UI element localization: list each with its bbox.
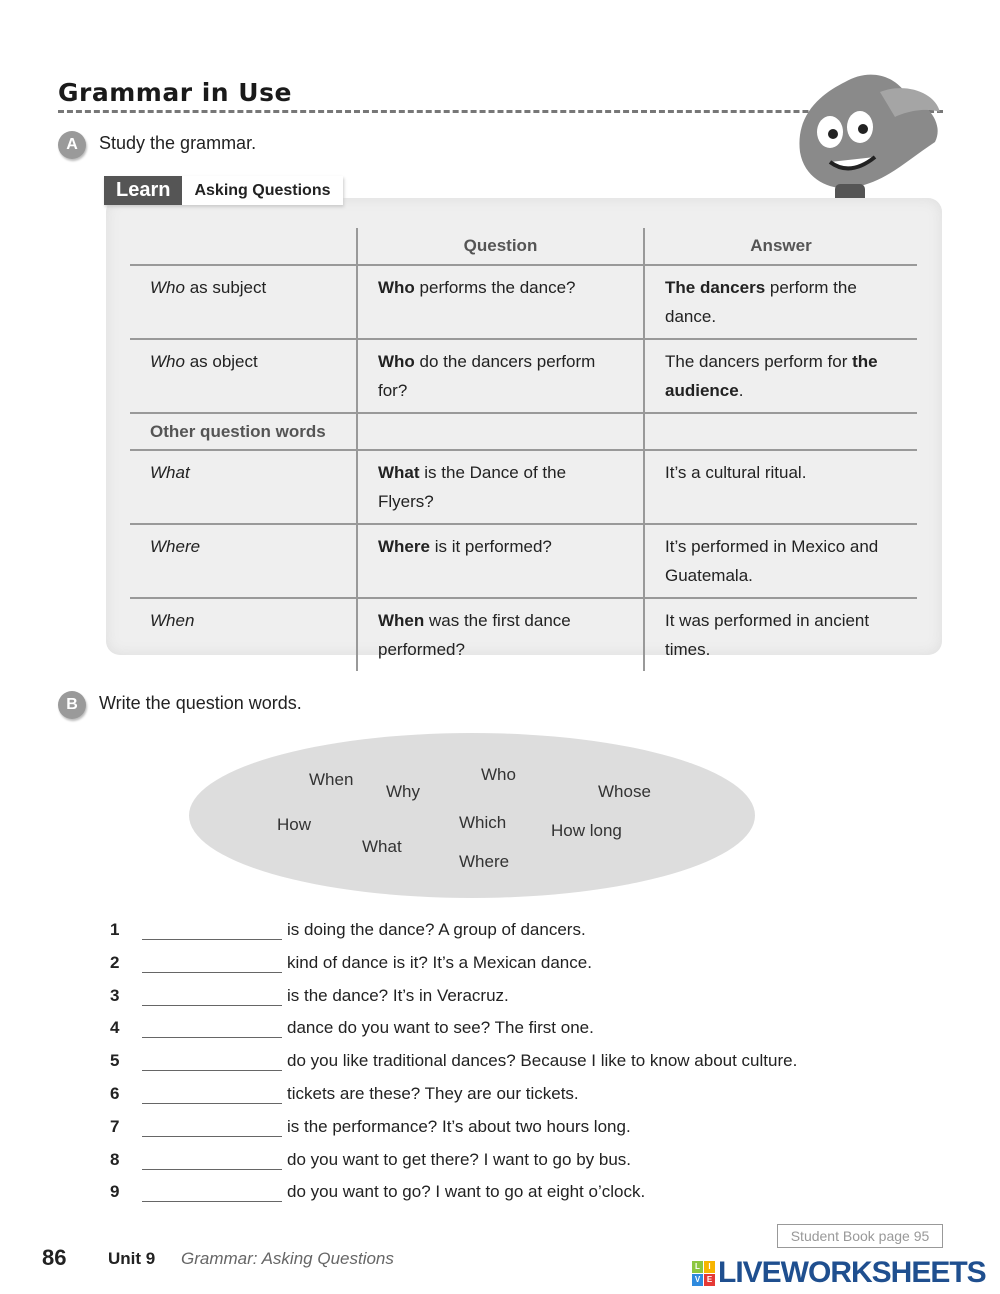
item-number: 9: [110, 1182, 120, 1202]
answer-blank-input[interactable]: [142, 1147, 282, 1170]
question-text: performs the dance?: [414, 278, 576, 297]
question-cell: [357, 339, 644, 413]
question-text: is the Dance of the Flyers?: [378, 463, 567, 511]
word-bank-item: Where: [459, 852, 510, 871]
row-label-em: When: [150, 611, 195, 630]
answer-cell: [644, 265, 917, 339]
answer-text: It’s a cultural ritual.: [665, 463, 807, 482]
table-header-row: [130, 228, 917, 265]
item-number: 4: [110, 1018, 120, 1038]
word-bank-item: Which: [459, 813, 507, 832]
question-word: Who: [378, 278, 415, 297]
page-title: Grammar in Use: [58, 78, 292, 107]
word-bank-item: When: [309, 770, 354, 789]
row-label-em: Where: [150, 537, 201, 556]
row-label-rest: as object: [184, 352, 258, 371]
table-row: [130, 598, 917, 671]
section-b-badge: B: [58, 691, 86, 719]
word-bank-item: Whose: [598, 782, 651, 801]
table-row: [130, 524, 917, 598]
unit-label: Unit 9: [108, 1249, 156, 1268]
item-number: 6: [110, 1084, 120, 1103]
header-question: Question: [357, 228, 644, 265]
answer-text: perform the dance.: [665, 278, 857, 326]
liveworksheets-logo-icon: [692, 1261, 715, 1286]
exercise-item: [110, 982, 509, 1006]
row-label: [130, 598, 357, 671]
question-text: is it performed?: [429, 537, 552, 556]
question-word: When: [378, 611, 425, 630]
item-number: 8: [110, 1149, 120, 1169]
header-answer: Answer: [644, 228, 917, 265]
section-b-instruction: Write the question words.: [99, 693, 302, 713]
row-label-em: Who: [150, 352, 185, 371]
exercise-item: [110, 916, 586, 940]
answer-blank-input[interactable]: [142, 1179, 282, 1202]
answer-blank-input[interactable]: [142, 950, 282, 973]
answer-bold: The dancers: [665, 278, 766, 297]
item-text: dance do you want to see? The first one.: [287, 1018, 594, 1038]
word-bank-item: What: [362, 837, 402, 856]
item-number: 3: [110, 985, 120, 1005]
word-bank-item: How: [277, 815, 312, 834]
learn-topic: Asking Questions: [182, 176, 342, 205]
row-label: [130, 524, 357, 598]
row-label: [130, 450, 357, 524]
question-word: What: [378, 463, 420, 482]
logo-letter: L: [692, 1261, 703, 1273]
exercise-item: [110, 1146, 631, 1170]
word-bank-item: Who: [481, 765, 516, 784]
row-label-rest: as subject: [184, 278, 267, 297]
learn-label: Learn: [104, 176, 182, 205]
logo-letter: V: [692, 1274, 703, 1286]
item-number: 7: [110, 1116, 120, 1136]
answer-blank-input[interactable]: [142, 1114, 282, 1137]
table-row: [130, 339, 917, 413]
item-text: do you want to get there? I want to go by bus.: [287, 1149, 632, 1169]
answer-blank-input[interactable]: [142, 1015, 282, 1038]
answer-cell: [644, 598, 917, 671]
answer-blank-input[interactable]: [142, 917, 282, 940]
row-label-em: What: [150, 463, 190, 482]
question-cell: [357, 524, 644, 598]
answer-blank-input[interactable]: [142, 1081, 282, 1104]
question-word: Who: [378, 352, 415, 371]
item-number: 1: [110, 920, 120, 939]
header-blank: [130, 228, 357, 265]
answer-cell: [644, 450, 917, 524]
item-number: 2: [110, 952, 120, 972]
row-label-em: Who: [150, 278, 185, 297]
exercise-item: [110, 1014, 594, 1038]
learn-tab: [104, 176, 343, 205]
word-bank-item: How long: [551, 821, 622, 840]
item-text: do you want to go? I want to go at eight o’clock.: [287, 1182, 646, 1202]
answer-text: The dancers perform for: [665, 352, 853, 371]
item-text: is the performance? It’s about two hours long.: [287, 1116, 631, 1136]
row-label: [130, 339, 357, 413]
footer-description: Grammar: Asking Questions: [181, 1249, 394, 1268]
subheader-row: [130, 413, 917, 450]
exercise-item: [110, 1178, 645, 1202]
question-text: was the first dance performed?: [378, 611, 571, 659]
table-row: [130, 450, 917, 524]
grammar-table: [130, 228, 917, 671]
answer-text: It’s performed in Mexico and Guatemala.: [665, 537, 879, 585]
item-text: tickets are these? They are our tickets.: [287, 1084, 579, 1103]
answer-blank-input[interactable]: [142, 1048, 282, 1071]
liveworksheets-logo: [692, 1256, 986, 1290]
exercise-item: [110, 1080, 579, 1104]
answer-bold-2: the audience: [665, 352, 878, 400]
subheader-label: Other question words: [130, 413, 357, 450]
table-row: [130, 265, 917, 339]
answer-cell: [644, 524, 917, 598]
item-text: do you like traditional dances? Because I like to know about culture.: [287, 1051, 798, 1071]
exercise-item: [110, 1113, 631, 1137]
question-cell: [357, 598, 644, 671]
item-number: 5: [110, 1051, 120, 1071]
question-cell: [357, 265, 644, 339]
logo-letter: E: [704, 1274, 715, 1286]
item-text: is the dance? It’s in Veracruz.: [287, 985, 509, 1005]
word-bank-item: Why: [386, 782, 420, 801]
brand-name: LIVEWORKSHEETS: [718, 1256, 986, 1289]
answer-text: It was performed in ancient times.: [665, 611, 870, 659]
logo-letter: I: [704, 1261, 715, 1273]
row-label: [130, 265, 357, 339]
student-book-page: Student Book page 95: [777, 1224, 943, 1248]
exercise-item: [110, 949, 592, 973]
question-text: do the dancers perform for?: [378, 352, 596, 400]
page-number: 86: [42, 1245, 67, 1270]
item-text: kind of dance is it? It’s a Mexican dance.: [287, 952, 592, 972]
empty-cell: [644, 413, 917, 450]
answer-text-2: .: [738, 381, 744, 400]
section-a-badge: A: [58, 131, 86, 159]
exercise-item: [110, 1047, 797, 1071]
item-text: is doing the dance? A group of dancers.: [287, 920, 586, 939]
answer-blank-input[interactable]: [142, 983, 282, 1006]
section-a-instruction: Study the grammar.: [99, 133, 257, 153]
question-word: Where: [378, 537, 430, 556]
empty-cell: [357, 413, 644, 450]
question-cell: [357, 450, 644, 524]
answer-cell: [644, 339, 917, 413]
